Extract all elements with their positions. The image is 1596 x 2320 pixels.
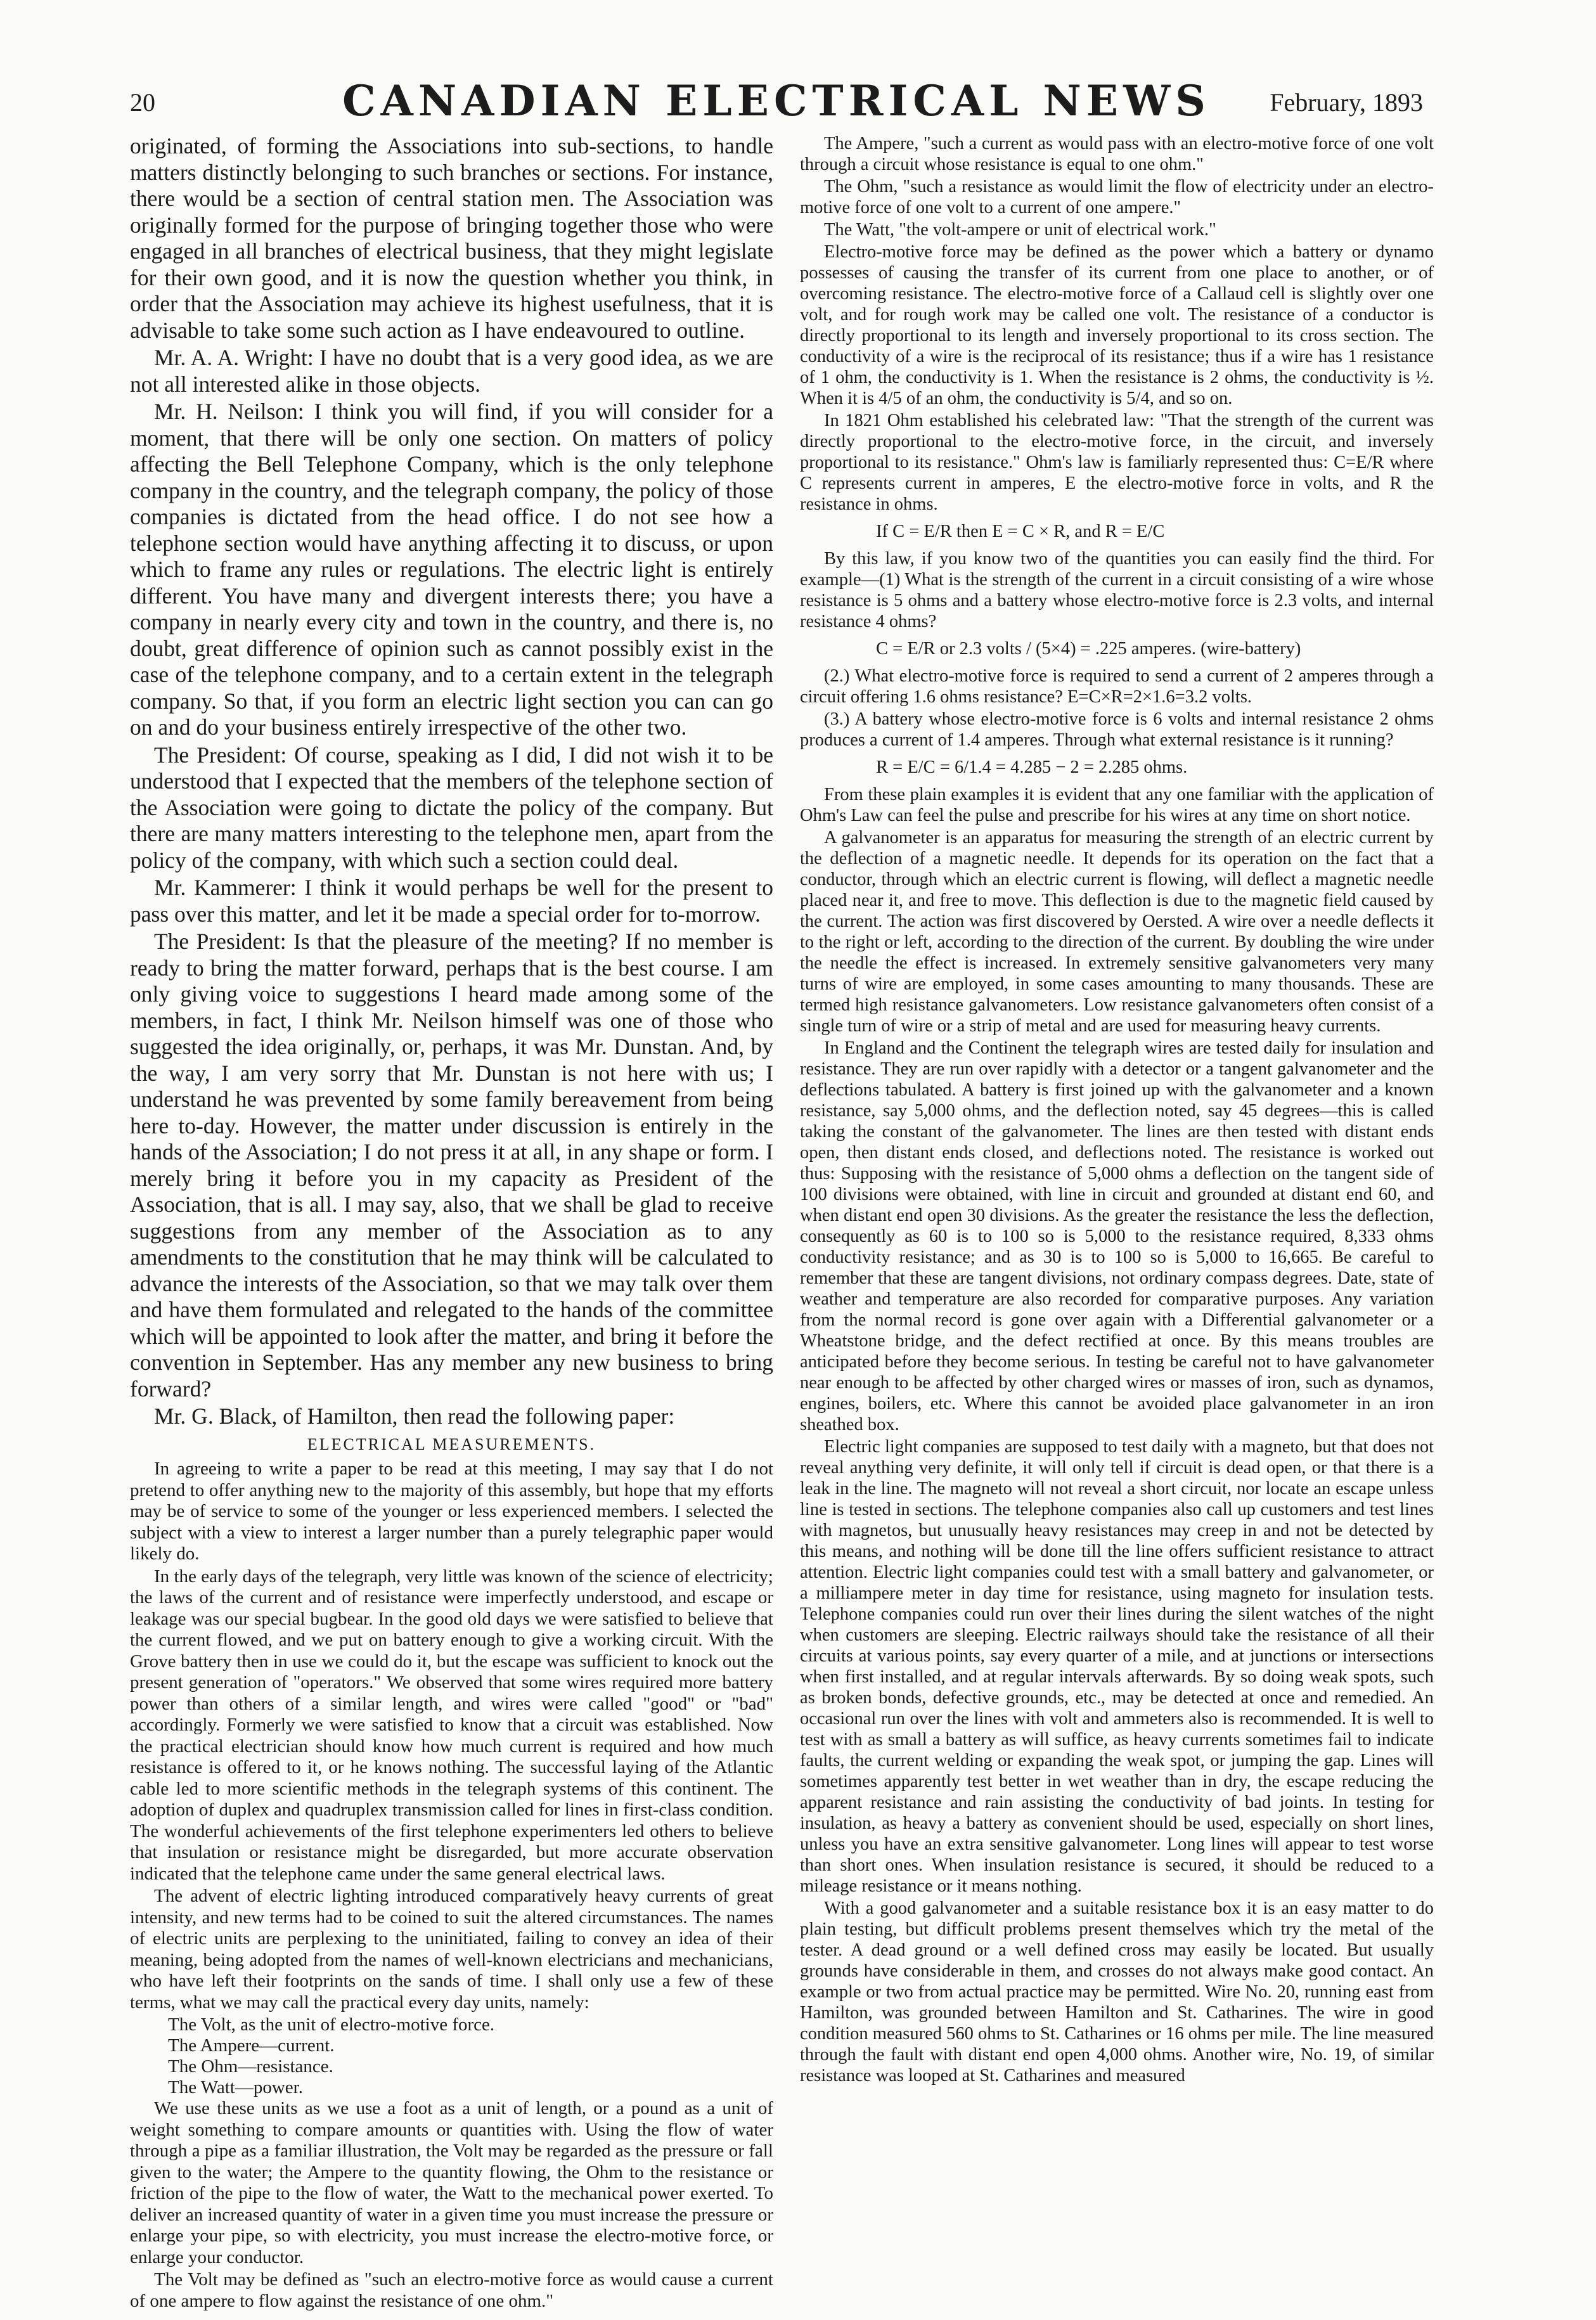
formula: R = E/C = 6/1.4 = 4.285 − 2 = 2.285 ohms. [876, 757, 1188, 777]
paragraph: The Volt may be defined as "such an electro-motive force as would cause a current of one ampere to flow against the resistance of one ohm." [130, 2269, 773, 2311]
formula: If C = E/R then E = C × R, and R = E/C [876, 522, 1165, 541]
paragraph: The Ampere, "such a current as would pass with an electro-motive force of one volt through a circuit whose resistance is equal to one ohm." [800, 134, 1434, 174]
issue-date: February, 1893 [1270, 88, 1423, 117]
paragraph: From these plain examples it is evident that any one familiar with the application of Ohm's Law can feel the pulse and prescribe for his wires at any time on short notice. [800, 785, 1434, 825]
formula: C = E/R or 2.3 volts / (5×4) = .225 amperes. (wire-battery) [876, 639, 1301, 659]
paragraph: originated, of forming the Associations into sub-sections, to handle matters distinctly belonging to such branches or sections. For instance, there would be a section of central station men. The Association was originally formed for the purpose of bringing together those who were engaged in all branches of electrical business, that they might legislate for their own good, and it is now the question whether you think, in order that the Association may achieve its highest usefulness, that it is advisable to take some such action as I have endeavoured to outline. [130, 133, 773, 343]
paragraph: The Watt, "the volt-ampere or unit of electrical work." [824, 220, 1216, 240]
paragraph: Mr. A. A. Wright: I have no doubt that is a very good idea, as we are not all interested alike in those objects. [130, 345, 773, 397]
paragraph: Electric light companies are supposed to test daily with a magneto, but that does not reveal anything very definite, it will only tell if circuit is dead open, or that there is a leak in the line. The magneto will not reveal a short circuit, nor locate an escape unless line is tested in sections. The telephone companies also call up customers and test lines with magnetos, but unusually heavy resistances may creep in and not be detected by this means, and nothing will be done till the line offers sufficient resistance to attract attention. Electric light companies could test with a small battery and galvanometer, or a milliampere meter in day time for resistance, using magneto for insulation tests. Telephone companies could run over their lines during the silent watches of the night when customers are sleeping. Electric railways should take the resistance of all their circuits at various points, say every quarter of a mile, and at junctions or intersections when first installed, and at regular intervals afterwards. By so doing weak spots, such as broken bonds, defective grounds, etc., may be detected at once and remedied. An occasional run over the lines with volt and ammeters also is recommended. It is well to test with as small a battery as will suffice, as heavy currents sometimes fail to indicate faults, the current welding or expanding the weak spot, or jumping the gap. Lines will sometimes apparently test better in wet weather than in dry, the escape reducing the apparent resistance and rain assisting the conductivity of bad joints. In testing for insulation, as heavy a battery as convenient should be used, especially on short lines, unless you have an extra sensitive galvanometer. Long lines will appear to test worse than short ones. When insulation resistance is secured, it should be reduced to a mileage resistance or it means nothing. [800, 1437, 1434, 1896]
list-item: The Volt, as the unit of electro-motive force. [168, 2014, 495, 2035]
paragraph: Mr. G. Black, of Hamilton, then read the following paper: [154, 1403, 675, 1429]
paragraph: In agreeing to write a paper to be read at this meeting, I may say that I do not pretend to offer anything new to the majority of this assembly, but hope that my efforts may be of service to some of the younger or less experienced members. I selected the subject with a view to interest a larger number than a purely telegraphic paper would likely do. [130, 1459, 773, 1564]
page-number: 20 [130, 88, 155, 117]
paragraph: In 1821 Ohm established his celebrated law: "That the strength of the current was directly proportional to the electro-motive force, in the circuit, and inversely proportional to its resistance." Ohm's law is familiarly represented thus: C=E/R where C represents current in amperes, E the electro-motive force in volts, and R the resistance in ohms. [800, 411, 1434, 514]
right-column [800, 133, 1434, 2288]
paragraph: We use these units as we use a foot as a unit of length, or a pound as a unit of weight something to compare amounts or quantities with. Using the flow of water through a pipe as a familiar illustration, the Volt may be regarded as the pressure or fall given to the water; the Ampere to the quantity flowing, the Ohm to the resistance or friction of the pipe to the flow of water, the Watt to the mechanical power exerted. To deliver an increased quantity of water in a given time you must increase the pressure or enlarge your pipe, so with electricity, you must increase the electro-motive force, or enlarge your conductor. [130, 2098, 773, 2267]
paragraph: The advent of electric lighting introduced comparatively heavy currents of great intensity, and new terms had to be coined to suit the altered circumstances. The names of electric units are perplexing to the uninitiated, failing to convey an idea of their meaning, being adopted from the names of well-known electricians and mechanicians, who have left their footprints on the sands of time. I shall only use a few of these terms, what we may call the practical every day units, namely: [130, 1886, 773, 2013]
list-item: The Ampere—current. [168, 2035, 335, 2056]
paragraph: With a good galvanometer and a suitable resistance box it is an easy matter to do plain testing, but difficult problems present themselves which try the metal of the tester. A dead ground or a well defined cross may easily be located. But usually grounds have considerable in them, and crosses do not always make good contact. An example or two from actual practice may be permitted. Wire No. 20, running east from Hamilton, was grounded between Hamilton and St. Catharines. The wire in good condition measured 560 ohms to St. Catharines or 16 ohms per mile. The line measured through the fault with distant end open 4,000 ohms. Another wire, No. 19, of similar resistance was looped at St. Catharines and measured [800, 1898, 1434, 2085]
list-item: The Ohm—resistance. [168, 2056, 333, 2077]
paragraph: Mr. Kammerer: I think it would perhaps be well for the present to pass over this matter, and let it be made a special order for to-morrow. [130, 875, 773, 927]
paragraph: (3.) A battery whose electro-motive force is 6 volts and internal resistance 2 ohms produces a current of 1.4 amperes. Through what external resistance is it running? [800, 709, 1434, 750]
unit-list [130, 2014, 773, 2098]
paragraph: In England and the Continent the telegraph wires are tested daily for insulation and resistance. They are run over rapidly with a detector or a tangent galvanometer and the deflections tabulated. A battery is first joined up with the galvanometer and a known resistance, say 5,000 ohms, and the deflection noted, say 45 degrees—this is called taking the constant of the galvanometer. The lines are then tested with distant ends open, then distant ends closed, and deflections noted. The resistance is worked out thus: Supposing with the resistance of 5,000 ohms a deflection on the tangent side of 100 divisions were obtained, with line in circuit and grounded at distant end 60, and when distant end open 30 divisions. As the greater the resistance the less the deflection, consequently as 60 is to 100 so is 5,000 to the resistance required, 8,333 ohms conductivity resistance; and as 30 is to 100 so is 5,000 to 16,665. Be careful to remember that these are tangent divisions, not ordinary compass degrees. Date, state of weather and temperature are also recorded for comparative purposes. Any variation from the normal record is gone over again with a Differential galvanometer or a Wheatstone bridge, and the defect rectified at once. By this means troubles are anticipated before they become serious. In testing be careful not to have galvanometer near enough to be affected by other charged wires or masses of iron, such as dynamos, engines, boilers, etc. Where this cannot be avoided place galvanometer in an iron sheathed box. [800, 1038, 1434, 1434]
paragraph: (2.) What electro-motive force is required to send a current of 2 amperes through a circuit offering 1.6 ohms resistance? E=C×R=2×1.6=3.2 volts. [800, 666, 1434, 707]
paragraph: The Ohm, "such a resistance as would limit the flow of electricity under an electro-motive force of one volt to a current of one ampere." [800, 177, 1434, 217]
paragraph: Mr. H. Neilson: I think you will find, if you will consider for a moment, that there will be only one section. On matters of policy affecting the Bell Telephone Company, which is the only telephone company in the country, and the telegraph company, the policy of those companies is dictated from the head office. I do not see how a telephone section would have anything affecting it to discuss, or upon which to frame any rules or regulations. The electric light is entirely different. You have many and divergent interests there; you have a company in nearly every city and town in the country, and there is, no doubt, great difference of opinion such as cannot possibly exist in the case of the telephone company, and to a certain extent in the telegraph company. So that, if you form an electric light section you can can go on and do your business entirely irrespective of the other two. [130, 399, 773, 740]
paragraph: The President: Of course, speaking as I did, I did not wish it to be understood that I expected that the members of the telephone section of the Association were going to dictate the policy of the company. But there are many matters interesting to the telephone men, apart from the policy of the company, with which such a section could deal. [130, 742, 773, 873]
section-heading: ELECTRICAL MEASUREMENTS. [307, 1434, 596, 1453]
paragraph: A galvanometer is an apparatus for measuring the strength of an electric current by the deflection of a magnetic needle. It depends for its operation on the fact that a conductor, through which an electric current is flowing, will deflect a magnetic needle placed near it, and free to move. This deflection is due to the magnetic field caused by the current. The action was first discovered by Oersted. A wire over a needle deflects it to the right or left, according to the direction of the current. By doubling the wire under the needle the effect is increased. In extremely sensitive galvanometers very many turns of wire are employed, in some cases amounting to many thousands. These are termed high resistance galvanometers. Low resistance galvanometers often consist of a single turn of wire or a strip of metal and are used for measuring heavy currents. [800, 828, 1434, 1036]
publication-title: CANADIAN ELECTRICAL NEWS [342, 76, 1211, 126]
paragraph: The President: Is that the pleasure of the meeting? If no member is ready to bring the matter forward, perhaps that is the best course. I am only giving voice to suggestions I heard made among some of the members, in fact, I think Mr. Neilson himself was one of those who suggested the idea originally, or, perhaps, it was Mr. Dunstan. And, by the way, I am very sorry that Mr. Dunstan is not here with us; I understand he was prevented by some family bereavement from being here to-day. However, the matter under discussion is entirely in the hands of the Association; I do not press it at all, in any shape or form. I merely bring it before you in my capacity as President of the Association, that is all. I may say, also, that we shall be glad to receive suggestions from any member of the Association as to any amendments to the constitution that he may think will be calculated to advance the interests of the Association, so that we may talk over them and have them formulated and relegated to the hands of the committee which will be appointed to look after the matter, and bring it before the convention in September. Has any member any new business to bring forward? [130, 929, 773, 1402]
left-column [130, 133, 773, 2311]
paragraph: Electro-motive force may be defined as the power which a battery or dynamo possesses of causing the transfer of its current from one place to another, or of overcoming resistance. The electro-motive force of a Callaud cell is slightly over one volt, and for rough work may be called one volt. The resistance of a conductor is directly proportional to its length and inversely proportional to its cross section. The conductivity of a wire is the reciprocal of its resistance; thus if a wire has 1 resistance of 1 ohm, the conductivity is 1. When the resistance is 2 ohms, the conductivity is ½. When it is 4/5 of an ohm, the conductivity is 5/4, and so on. [800, 242, 1434, 408]
paragraph: By this law, if you know two of the quantities you can easily find the third. For example—(1) What is the strength of the current in a circuit consisting of a wire whose resistance is 5 ohms and a battery whose electro-motive force is 2.3 volts, and internal resistance 4 ohms? [800, 549, 1434, 631]
paragraph: In the early days of the telegraph, very little was known of the science of electricity; the laws of the current and of resistance were imperfectly understood, and escape or leakage was our special bugbear. In the good old days we were satisfied to believe that the current flowed, and we put on battery enough to give a working circuit. With the Grove battery then in use we could do it, but the escape was sufficient to knock out the present generation of "operators." We observed that some wires required more battery power than others of a similar length, and wires were called "good" or "bad" accordingly. Formerly we were satisfied to know that a circuit was established. Now the practical electrician should know how much current is required and how much resistance is offered to it, or he knows nothing. The successful laying of the Atlantic cable led to more scientific methods in the telegraph systems of this continent. The adoption of duplex and quadruplex transmission called for lines in first-class condition. The wonderful achievements of the first telephone experimenters led others to believe that insulation or resistance might be disregarded, but more accurate observation indicated that the telephone came under the same general electrical laws. [130, 1566, 773, 1884]
list-item: The Watt—power. [168, 2077, 303, 2098]
